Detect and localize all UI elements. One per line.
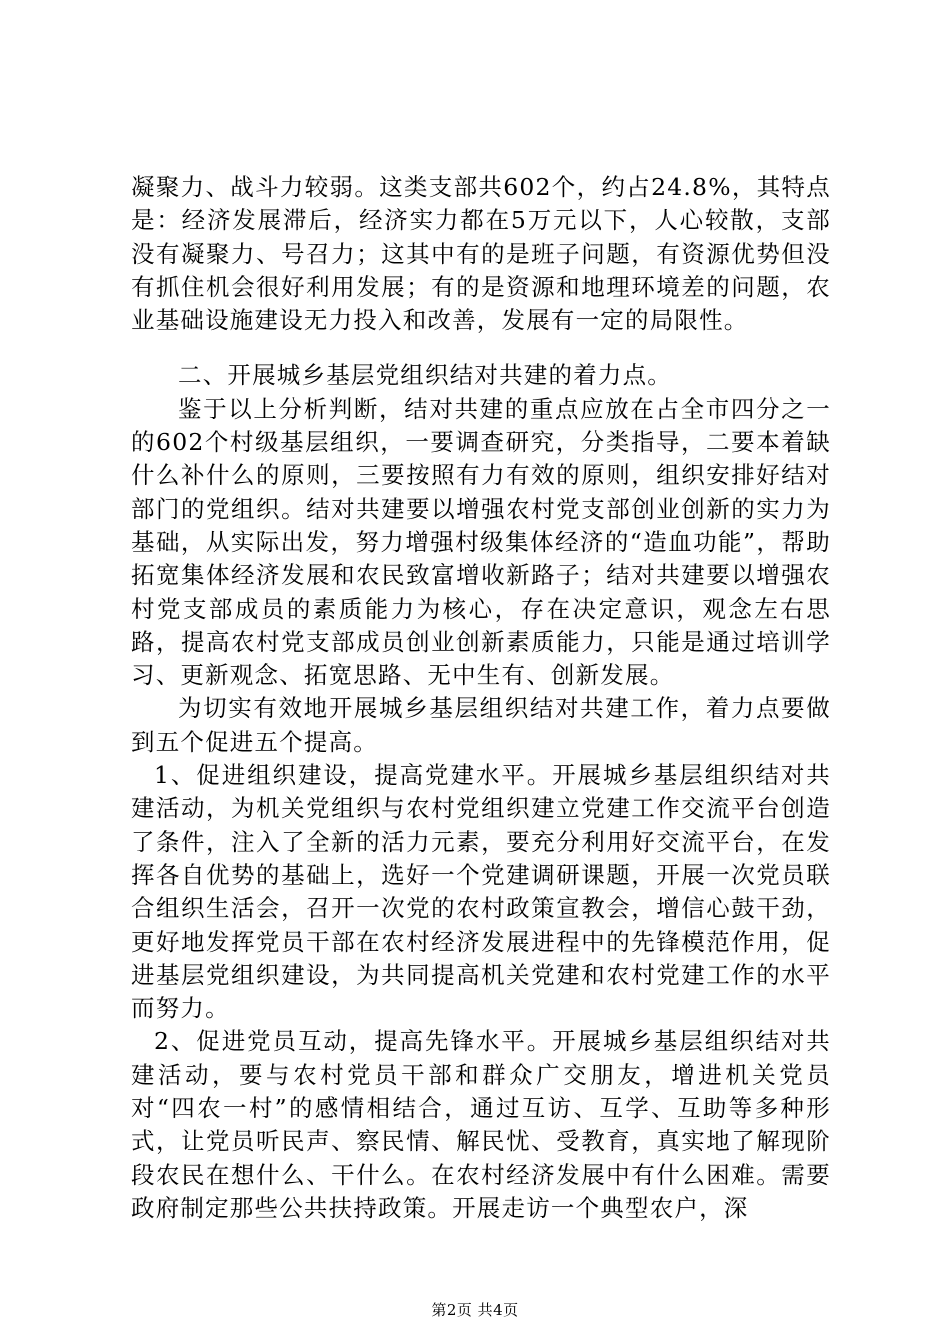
section-heading: 二、开展城乡基层党组织结对共建的着力点。 [178, 361, 672, 390]
paragraph-analysis: 鉴于以上分析判断，结对共建的重点应放在占全市四分之一的602个村级基层组织，一要调查研究，分类指导，二要本着缺什么补什么的原则，三要按照有力有效的原则，组织安排好结对部门的党组织。结对共建要以增强农村党支部创业创新的实力为基础，从实际出发，努力增强村级集体经济的“造血功能”，帮助拓宽集体经济发展和农民致富增收新路子；结对共建要以增强农村党支部成员的素质能力为核心，存在决定意识，观念左右思路，提高农村党支部成员创业创新素质能力，只能是通过培训学习、更新观念、拓宽思路、无中生有、创新发展。 [131, 394, 831, 690]
paragraph-item-1: 1、促进组织建设，提高党建水平。开展城乡基层组织结对共建活动，为机关党组织与农村党组织建立党建工作交流平台创造了条件，注入了全新的活力元素，要充分利用好交流平台，在发挥各自优势的基础上，选好一个党建调研课题，开展一次党员联合组织生活会，召开一次党的农村政策宣教会，增信心鼓干劲，更好地发挥党员干部在农村经济发展进程中的先锋模范作用，促进基层党组织建设，为共同提高机关党建和农村党建工作的水平而努力。 [131, 761, 831, 1023]
paragraph-continuation: 凝聚力、战斗力较弱。这类支部共602个，约占24.8%，其特点是：经济发展滞后，经济实力都在5万元以下，人心较散，支部没有凝聚力、号召力；这其中有的是班子问题，有资源优势但没有抓住机会很好利用发展；有的是资源和地理环境差的问题，农业基础设施建设无力投入和改善，发展有一定的局限性。 [131, 173, 831, 335]
document-body [131, 171, 831, 1225]
page-footer: 第2页 共4页 [431, 1301, 519, 1319]
paragraph-item-2: 2、促进党员互动，提高先锋水平。开展城乡基层组织结对共建活动，要与农村党员干部和群众广交朋友，增进机关党员对“四农一村”的感情相结合，通过互访、互学、互助等多种形式，让党员听民声、察民情、解民忧、受教育，真实地了解现阶段农民在想什么、干什么。在农村经济发展中有什么困难。需要政府制定那些公共扶持政策。开展走访一个典型农户，深 [131, 1027, 831, 1222]
paragraph-intro: 为切实有效地开展城乡基层组织结对共建工作，着力点要做到五个促进五个提高。 [131, 694, 831, 756]
paragraph-gap [131, 337, 831, 359]
